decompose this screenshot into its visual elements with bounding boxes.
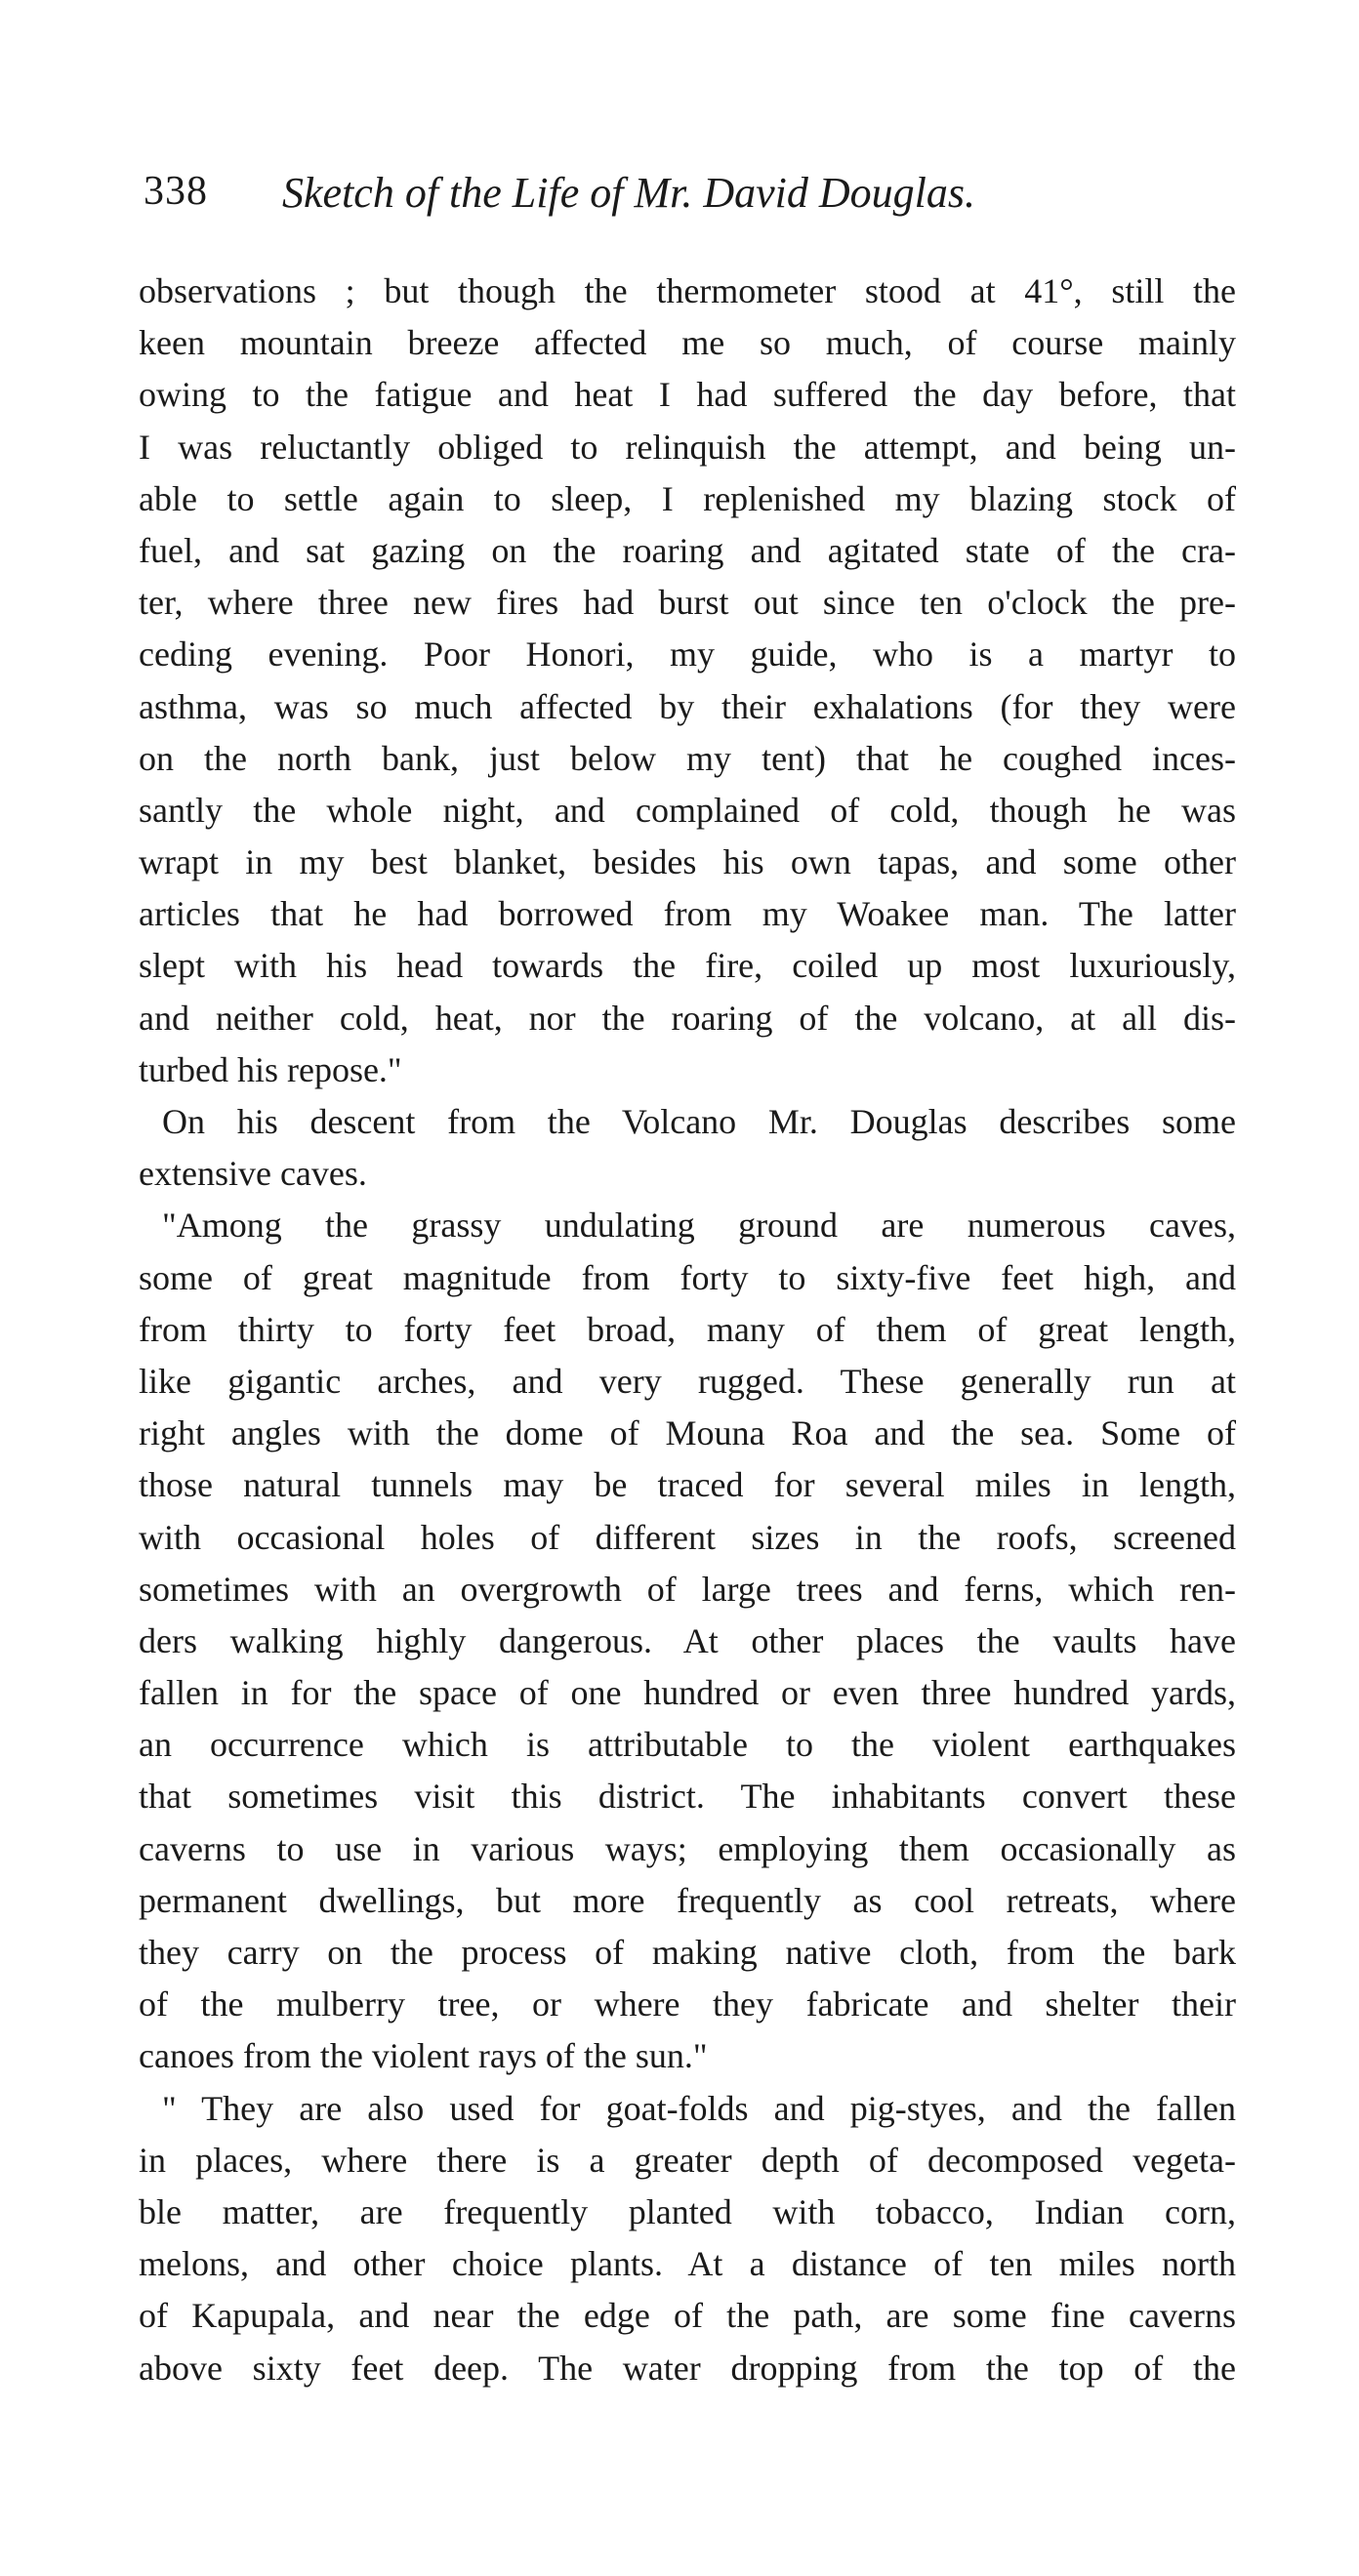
text-line: some of great magnitude from forty to sixty-five feet high, and bbox=[139, 1257, 1236, 1297]
text-line: wrapt in my best blanket, besides his own tapas, and some other bbox=[139, 842, 1236, 882]
text-line: ter, where three new fires had burst out since ten o'clock the pre- bbox=[139, 583, 1236, 623]
text-line: in places, where there is a greater depth of decomposed vegeta- bbox=[139, 2140, 1236, 2180]
text-line: those natural tunnels may be traced for several miles in length, bbox=[139, 1465, 1236, 1505]
text-line: canoes from the violent rays of the sun." bbox=[139, 2036, 708, 2076]
text-line: of Kapupala, and near the edge of the path, are some fine caverns bbox=[139, 2296, 1236, 2336]
text-line: asthma, was so much affected by their exhalations (for they were bbox=[139, 686, 1236, 726]
body-text bbox=[139, 266, 1236, 2394]
text-line: from thirty to forty feet broad, many of them of great length, bbox=[139, 1309, 1236, 1349]
text-line: "Among the grassy undulating ground are numerous caves, bbox=[162, 1206, 1236, 1246]
text-line: an occurrence which is attributable to the violent earthquakes bbox=[139, 1725, 1236, 1765]
text-line: ceding evening. Poor Honori, my guide, who is a martyr to bbox=[139, 634, 1236, 675]
text-line: " They are also used for goat-folds and pig-styes, and the fallen bbox=[162, 2088, 1236, 2128]
text-line: melons, and other choice plants. At a distance of ten miles north bbox=[139, 2244, 1236, 2284]
paragraph bbox=[139, 1096, 1236, 1200]
text-line: sometimes with an overgrowth of large trees and ferns, which ren- bbox=[139, 1569, 1236, 1609]
text-line: permanent dwellings, but more frequently as cool retreats, where bbox=[139, 1880, 1236, 1920]
text-line: ble matter, are frequently planted with tobacco, Indian corn, bbox=[139, 2191, 1236, 2231]
text-line: of the mulberry tree, or where they fabricate and shelter their bbox=[139, 1984, 1236, 2024]
page-number: 338 bbox=[144, 169, 208, 214]
text-line: caverns to use in various ways; employing them occasionally as bbox=[139, 1828, 1236, 1868]
text-line: like gigantic arches, and very rugged. These generally run at bbox=[139, 1361, 1236, 1401]
text-line: above sixty feet deep. The water dropping from the top of the bbox=[139, 2348, 1236, 2388]
text-line: and neither cold, heat, nor the roaring of the volcano, at all dis- bbox=[139, 998, 1236, 1038]
text-line: observations ; but though the thermometer stood at 41°, still the bbox=[139, 271, 1236, 310]
text-line: slept with his head towards the fire, coiled up most luxuriously, bbox=[139, 946, 1236, 986]
paragraph bbox=[139, 266, 1236, 1096]
text-line: they carry on the process of making native cloth, from the bark bbox=[139, 1933, 1236, 1972]
text-line: that sometimes visit this district. The inhabitants convert these bbox=[139, 1777, 1236, 1817]
text-line: on the north bank, just below my tent) that he coughed inces- bbox=[139, 738, 1236, 778]
text-line: fallen in for the space of one hundred or even three hundred yards, bbox=[139, 1673, 1236, 1713]
text-line: right angles with the dome of Mouna Roa and the sea. Some of bbox=[139, 1413, 1236, 1453]
paragraph bbox=[139, 1200, 1236, 2082]
running-title: Sketch of the Life of Mr. David Douglas. bbox=[282, 169, 976, 217]
text-line: turbed his repose." bbox=[139, 1049, 402, 1089]
text-line: fuel, and sat gazing on the roaring and agitated state of the cra- bbox=[139, 530, 1236, 570]
text-line: ders walking highly dangerous. At other places the vaults have bbox=[139, 1620, 1236, 1660]
text-line: owing to the fatigue and heat I had suffered the day before, that bbox=[139, 375, 1236, 415]
paragraph bbox=[139, 2083, 1236, 2394]
text-line: santly the whole night, and complained of cold, though he was bbox=[139, 790, 1236, 830]
text-line: with occasional holes of different sizes in the roofs, screened bbox=[139, 1517, 1236, 1557]
text-line: On his descent from the Volcano Mr. Douglas describes some bbox=[162, 1102, 1236, 1141]
running-head bbox=[144, 168, 1237, 226]
text-line: able to settle again to sleep, I replenished my blazing stock of bbox=[139, 478, 1236, 518]
text-line: keen mountain breeze affected me so much, of course mainly bbox=[139, 323, 1236, 363]
text-line: extensive caves. bbox=[139, 1154, 367, 1194]
text-line: I was reluctantly obliged to relinquish the attempt, and being un- bbox=[139, 427, 1236, 467]
text-line: articles that he had borrowed from my Woakee man. The latter bbox=[139, 894, 1236, 934]
